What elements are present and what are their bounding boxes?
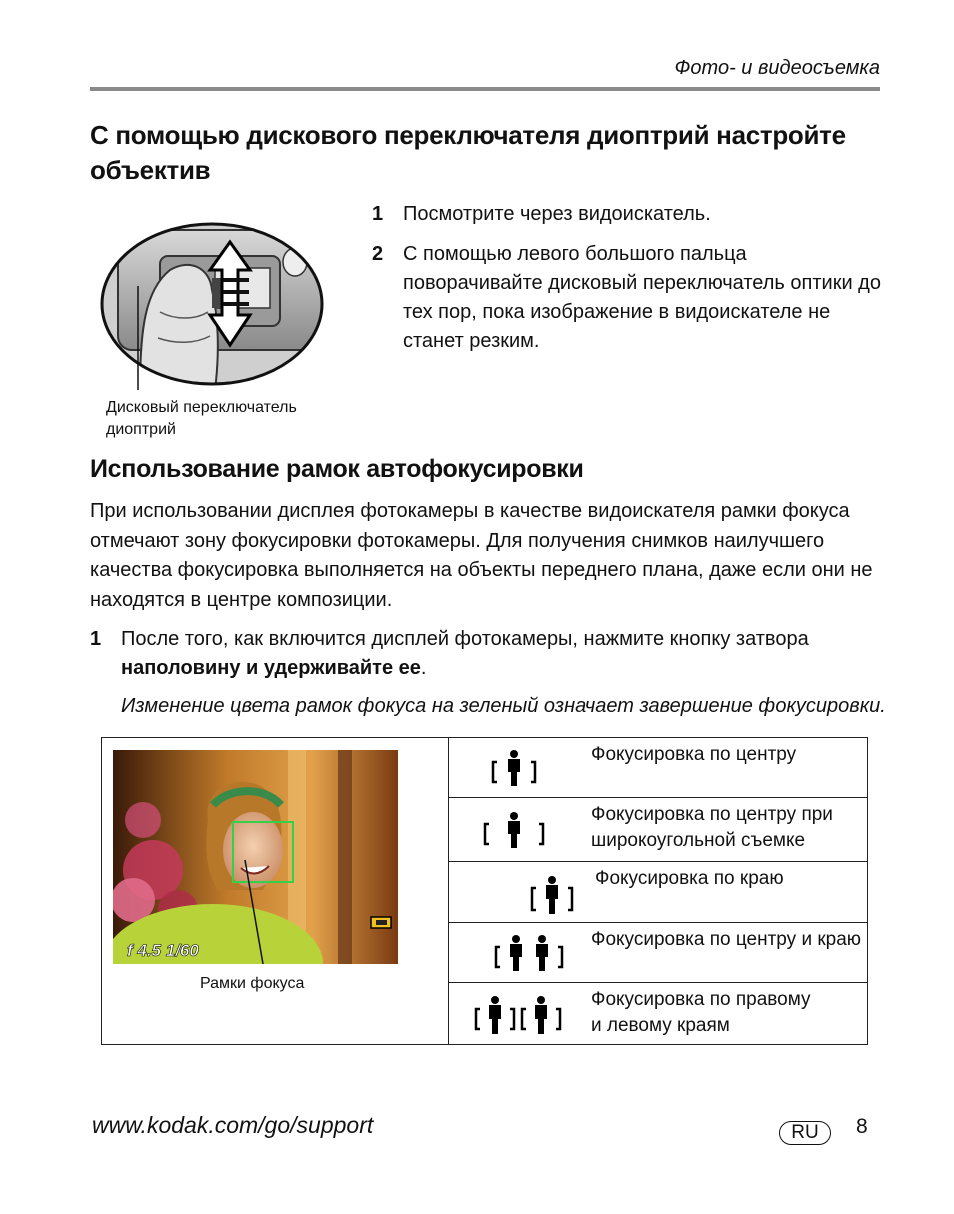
- language-badge: RU: [779, 1121, 831, 1145]
- focus-frame-marks: [113, 750, 398, 964]
- center-wide-focus-icon: [479, 810, 549, 850]
- step-number: 2: [372, 243, 384, 265]
- step-text-bold: наполовину и удерживайте ее: [121, 657, 421, 679]
- autofocus-step: [90, 625, 880, 683]
- focus-mode-row: [449, 798, 867, 862]
- focus-mode-label: [591, 742, 796, 768]
- focus-mode-row: [449, 738, 867, 798]
- header-rule: [90, 87, 880, 91]
- step-number: 1: [372, 203, 384, 225]
- diopter-heading: С помощью дискового переключателя диоптрий настройте объектив: [90, 120, 846, 185]
- focus-mode-label-line2: и левому краям: [591, 1015, 730, 1036]
- page-number: 8: [856, 1115, 868, 1138]
- diopter-dial-illustration: [100, 220, 325, 390]
- focus-mode-label-line1: Фокусировка по центру: [591, 744, 797, 765]
- focus-note: Изменение цвета рамок фокуса на зеленый означает завершение фокусировки.: [121, 695, 886, 717]
- focus-mode-label: [591, 927, 861, 953]
- dial-caption: [106, 397, 336, 441]
- focus-modes-list: [449, 738, 867, 1044]
- focus-mode-label-line1: Фокусировка по центру при: [591, 804, 833, 825]
- focus-mode-label-line1: Фокусировка по краю: [595, 868, 784, 889]
- focus-mode-label: [591, 802, 833, 854]
- focus-mode-row: [449, 983, 867, 1045]
- support-link[interactable]: www.kodak.com/go/support: [92, 1112, 374, 1138]
- dial-caption-line2: диоптрий: [106, 421, 176, 438]
- center-and-side-focus-icon: [493, 933, 565, 975]
- diopter-step: [372, 200, 882, 229]
- step-text: После того, как включится дисплей фотокамеры, нажмите кнопку затвора: [121, 628, 809, 650]
- focus-mode-label-line1: Фокусировка по правому: [591, 989, 811, 1010]
- step-number: 1: [90, 628, 102, 650]
- diopter-steps: [372, 200, 882, 367]
- diopter-step: [372, 240, 882, 356]
- focus-frames-table: [101, 737, 868, 1045]
- focus-mode-label: [595, 866, 784, 892]
- lcd-photo: [113, 750, 398, 964]
- step-text: Посмотрите через видоискатель.: [403, 203, 711, 225]
- autofocus-heading: Использование рамок автофокусировки: [90, 455, 584, 483]
- focus-mode-label: [591, 987, 811, 1039]
- running-head: Фото- и видеосъемка: [674, 57, 880, 79]
- lcd-overlay-text: f 4.5 1/60: [127, 941, 199, 960]
- photo-caption: Рамки фокуса: [200, 975, 305, 992]
- focus-mode-label-line2: широкоугольной съемке: [591, 830, 806, 851]
- step-text-end: .: [420, 657, 427, 679]
- left-right-focus-icon: [473, 993, 565, 1037]
- focus-mode-row: [449, 862, 867, 923]
- photo-cell: [102, 738, 449, 1044]
- step-text: С помощью левого большого пальца поворачивайте дисковый переключатель оптики до тех пор, пока изображение в видоискателе не станет резким.: [403, 243, 881, 352]
- focus-mode-row: [449, 923, 867, 983]
- autofocus-paragraph: При использовании дисплея фотокамеры в качестве видоискателя рамки фокуса отмечают зону фокусировки фотокамеры. Для получения снимков наилучшего качества фокусировка выполняется на объекты переднего плана, даже если они не находятся в центре композиции.: [90, 500, 873, 611]
- center-focus-icon: [489, 748, 539, 788]
- focus-mode-label-line1: Фокусировка по центру и краю: [591, 929, 862, 950]
- dial-caption-line1: Дисковый переключатель: [106, 399, 297, 416]
- side-focus-icon: [527, 874, 577, 916]
